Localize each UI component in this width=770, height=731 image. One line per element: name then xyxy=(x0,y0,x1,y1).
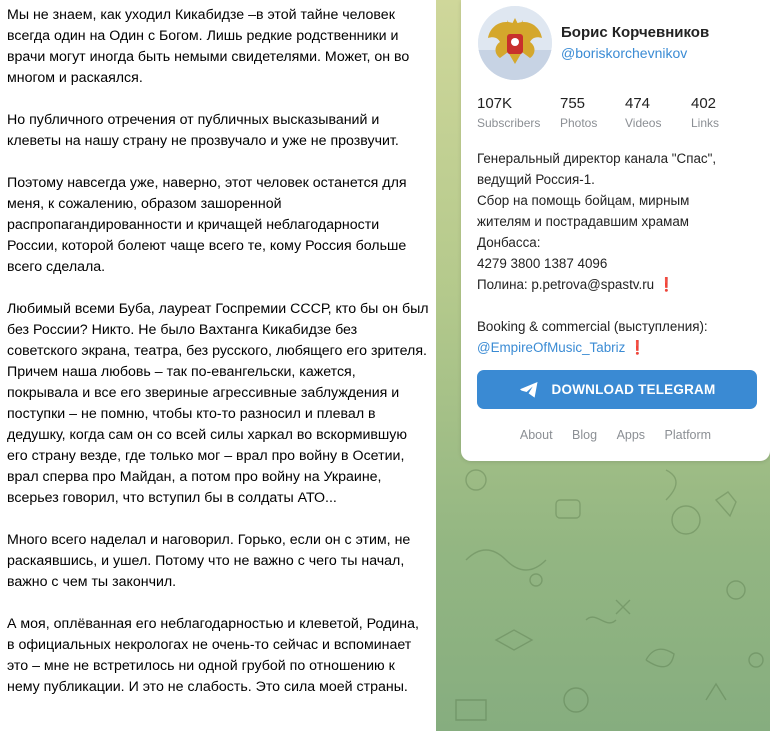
post-paragraph: Причем наша любовь – так по-евангельски, кажется, покрывала и все его звериные агрессивные заблуждения и поступки – не помню, чтобы кто-то разносил и плевал в дедушку, когда сам он со всей силы харкал во вскормившую его страну везде, где только мог – врал про войну в Осетии, врал сперва про Майдан, а потом про войну на Украине, всерьез говорил, что вступил бы в солдаты АТО... xyxy=(7,364,408,506)
download-telegram-button[interactable] xyxy=(477,370,757,409)
booking-link[interactable]: @EmpireOfMusic_Tabriz xyxy=(477,340,626,355)
exclamation-icon: ❗ xyxy=(658,277,675,292)
footer-link-about[interactable]: About xyxy=(519,428,553,442)
description-line xyxy=(477,274,759,295)
channel-avatar[interactable] xyxy=(478,6,552,80)
stat-links[interactable] xyxy=(691,95,719,132)
channel-card xyxy=(461,0,770,461)
stat-subscribers xyxy=(477,95,540,132)
description-line: жителям и пострадавшим храмам xyxy=(477,214,690,229)
telegram-plane-icon xyxy=(519,381,539,399)
russian-coat-of-arms-avatar-icon xyxy=(478,6,552,80)
description-line: Booking & commercial (выступления): xyxy=(477,319,708,334)
description-line: 4279 3800 1387 4096 xyxy=(477,256,608,271)
exclamation-icon: ❗ xyxy=(629,340,646,355)
description-line: Донбасса: xyxy=(477,235,541,250)
description-spacer xyxy=(477,295,759,316)
stat-label: Subscribers xyxy=(477,116,541,130)
channel-description xyxy=(477,148,759,358)
post-paragraph: Мы не знаем, как уходил Кикабидзе –в этой тайне человек всегда один на Один с Богом. Лишь редкие родственники и врачи могут иногда быть немыми свидетелями. Может, он во многом и раскаялся. xyxy=(7,7,410,86)
description-line: ведущий Россия-1. xyxy=(477,172,595,187)
post-paragraph: Но публичного отречения от публичных высказываний и клеветы на нашу страну не прозвучало и уже не прозвучит. xyxy=(7,112,399,149)
stat-value: 474 xyxy=(625,95,651,112)
channel-handle[interactable]: @boriskorchevnikov xyxy=(561,45,688,61)
post-paragraph: Поэтому навсегда уже, наверно, этот человек останется для меня, к сожалению, образом зашоренной распропагандированности и кричащей неблагодарности России, которой болеют чаще всего те, кому Россия больше всего сделала. xyxy=(7,175,407,275)
stat-value: 755 xyxy=(560,95,586,112)
description-line: Генеральный директор канала "Спас", xyxy=(477,151,717,166)
stat-label: Photos xyxy=(560,116,598,130)
download-telegram-label: DOWNLOAD TELEGRAM xyxy=(551,382,716,397)
description-line xyxy=(477,337,759,358)
channel-name: Борис Корчевников xyxy=(561,24,710,41)
footer-link-blog[interactable]: Blog xyxy=(572,428,598,442)
post-paragraph: А моя, оплёванная его неблагодарностью и клеветой, Родина, в официальных некрологах не очень-то сейчас и вспоминает это – мне не встретилось ни одной грубой по отношению к нему публикации. И это не слабость. Это сила моей страны. xyxy=(7,616,419,695)
footer-link-platform[interactable]: Platform xyxy=(664,428,712,442)
stat-label: Links xyxy=(691,116,720,130)
stat-label: Videos xyxy=(625,116,662,130)
post-paragraph: Любимый всеми Буба, лауреат Госпремии СССР, кто бы он был без России? Никто. Не было Вахтанга Кикабидзе без советского экрана, театра, без русского, любящего его зрителя. xyxy=(7,301,429,359)
stat-value: 402 xyxy=(691,95,717,112)
footer-links xyxy=(461,428,770,442)
stat-value: 107K xyxy=(477,95,513,112)
stat-photos[interactable] xyxy=(560,95,597,132)
contact-email-text: Полина: p.petrova@spastv.ru xyxy=(477,277,655,292)
post-paragraph: Много всего наделал и наговорил. Горько, если он с этим, не раскаявшись, и ушел. Потому что не важно с чего ты начал, важно с чем ты закончил. xyxy=(7,532,411,590)
stat-videos[interactable] xyxy=(625,95,661,132)
description-line: Сбор на помощь бойцам, мирным xyxy=(477,193,690,208)
footer-link-apps[interactable]: Apps xyxy=(616,428,646,442)
